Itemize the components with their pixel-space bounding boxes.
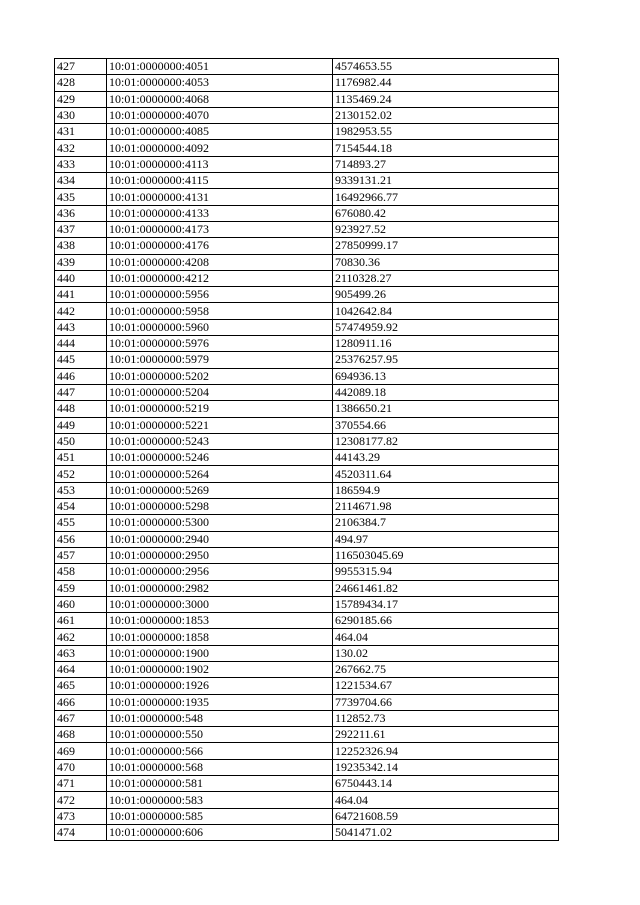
cadastral-number-cell: 10:01:0000000:1926 <box>107 678 333 694</box>
value-cell: 2110328.27 <box>333 270 559 286</box>
value-cell: 12308177.82 <box>333 433 559 449</box>
table-row <box>55 661 559 677</box>
row-number-cell: 444 <box>55 336 107 352</box>
value-cell: 130.02 <box>333 645 559 661</box>
table-row <box>55 629 559 645</box>
table-row <box>55 75 559 91</box>
cadastral-number-cell: 10:01:0000000:5976 <box>107 336 333 352</box>
cadastral-number-cell: 10:01:0000000:548 <box>107 710 333 726</box>
cadastral-number-cell: 10:01:0000000:5219 <box>107 401 333 417</box>
cadastral-number-cell: 10:01:0000000:4133 <box>107 205 333 221</box>
row-number-cell: 428 <box>55 75 107 91</box>
table-row <box>55 531 559 547</box>
cadastral-number-cell: 10:01:0000000:5204 <box>107 384 333 400</box>
row-number-cell: 450 <box>55 433 107 449</box>
value-cell: 19235342.14 <box>333 759 559 775</box>
cadastral-number-cell: 10:01:0000000:2956 <box>107 564 333 580</box>
cadastral-number-cell: 10:01:0000000:4115 <box>107 173 333 189</box>
row-number-cell: 440 <box>55 270 107 286</box>
cadastral-number-cell: 10:01:0000000:4113 <box>107 156 333 172</box>
cadastral-number-cell: 10:01:0000000:5958 <box>107 303 333 319</box>
row-number-cell: 451 <box>55 450 107 466</box>
table-row <box>55 59 559 75</box>
cadastral-number-cell: 10:01:0000000:1853 <box>107 613 333 629</box>
value-cell: 267662.75 <box>333 661 559 677</box>
cadastral-number-cell: 10:01:0000000:5979 <box>107 352 333 368</box>
row-number-cell: 441 <box>55 287 107 303</box>
row-number-cell: 460 <box>55 596 107 612</box>
cadastral-number-cell: 10:01:0000000:5269 <box>107 482 333 498</box>
value-cell: 464.04 <box>333 629 559 645</box>
table-row <box>55 336 559 352</box>
cadastral-number-cell: 10:01:0000000:566 <box>107 743 333 759</box>
value-cell: 905499.26 <box>333 287 559 303</box>
table-row <box>55 466 559 482</box>
cadastral-number-cell: 10:01:0000000:5300 <box>107 515 333 531</box>
cadastral-number-cell: 10:01:0000000:583 <box>107 792 333 808</box>
row-number-cell: 461 <box>55 613 107 629</box>
cadastral-number-cell: 10:01:0000000:4092 <box>107 140 333 156</box>
row-number-cell: 469 <box>55 743 107 759</box>
row-number-cell: 448 <box>55 401 107 417</box>
row-number-cell: 446 <box>55 368 107 384</box>
row-number-cell: 466 <box>55 694 107 710</box>
row-number-cell: 456 <box>55 531 107 547</box>
row-number-cell: 473 <box>55 808 107 824</box>
value-cell: 4520311.64 <box>333 466 559 482</box>
value-cell: 1176982.44 <box>333 75 559 91</box>
value-cell: 1135469.24 <box>333 91 559 107</box>
table-row <box>55 759 559 775</box>
value-cell: 2106384.7 <box>333 515 559 531</box>
row-number-cell: 449 <box>55 417 107 433</box>
table-row <box>55 645 559 661</box>
table-row <box>55 352 559 368</box>
row-number-cell: 447 <box>55 384 107 400</box>
table-row <box>55 384 559 400</box>
table-row <box>55 173 559 189</box>
cadastral-number-cell: 10:01:0000000:581 <box>107 776 333 792</box>
row-number-cell: 439 <box>55 254 107 270</box>
value-cell: 923927.52 <box>333 221 559 237</box>
row-number-cell: 432 <box>55 140 107 156</box>
cadastral-number-cell: 10:01:0000000:2982 <box>107 580 333 596</box>
cadastral-number-cell: 10:01:0000000:5298 <box>107 499 333 515</box>
cadastral-number-cell: 10:01:0000000:3000 <box>107 596 333 612</box>
cadastral-number-cell: 10:01:0000000:606 <box>107 824 333 840</box>
cadastral-number-cell: 10:01:0000000:568 <box>107 759 333 775</box>
cadastral-number-cell: 10:01:0000000:4131 <box>107 189 333 205</box>
cadastral-number-cell: 10:01:0000000:4051 <box>107 59 333 75</box>
value-cell: 16492966.77 <box>333 189 559 205</box>
value-cell: 116503045.69 <box>333 547 559 563</box>
value-cell: 1982953.55 <box>333 124 559 140</box>
cadastral-number-cell: 10:01:0000000:4208 <box>107 254 333 270</box>
row-number-cell: 468 <box>55 727 107 743</box>
table-row <box>55 499 559 515</box>
value-cell: 6290185.66 <box>333 613 559 629</box>
row-number-cell: 463 <box>55 645 107 661</box>
table-row <box>55 189 559 205</box>
row-number-cell: 442 <box>55 303 107 319</box>
table-row <box>55 678 559 694</box>
value-cell: 25376257.95 <box>333 352 559 368</box>
cadastral-number-cell: 10:01:0000000:1935 <box>107 694 333 710</box>
value-cell: 64721608.59 <box>333 808 559 824</box>
value-cell: 7154544.18 <box>333 140 559 156</box>
table-row <box>55 694 559 710</box>
table-row <box>55 808 559 824</box>
row-number-cell: 454 <box>55 499 107 515</box>
cadastral-number-cell: 10:01:0000000:5221 <box>107 417 333 433</box>
table-row <box>55 205 559 221</box>
table-row <box>55 613 559 629</box>
row-number-cell: 462 <box>55 629 107 645</box>
cadastral-number-cell: 10:01:0000000:5243 <box>107 433 333 449</box>
table-row <box>55 140 559 156</box>
value-cell: 2130152.02 <box>333 107 559 123</box>
row-number-cell: 459 <box>55 580 107 596</box>
table-row <box>55 287 559 303</box>
value-cell: 4574653.55 <box>333 59 559 75</box>
table-row <box>55 482 559 498</box>
table-row <box>55 156 559 172</box>
row-number-cell: 445 <box>55 352 107 368</box>
value-cell: 1042642.84 <box>333 303 559 319</box>
value-cell: 15789434.17 <box>333 596 559 612</box>
row-number-cell: 465 <box>55 678 107 694</box>
row-number-cell: 437 <box>55 221 107 237</box>
row-number-cell: 438 <box>55 238 107 254</box>
row-number-cell: 436 <box>55 205 107 221</box>
table-row <box>55 824 559 840</box>
row-number-cell: 453 <box>55 482 107 498</box>
table-row <box>55 270 559 286</box>
value-cell: 694936.13 <box>333 368 559 384</box>
value-cell: 494.97 <box>333 531 559 547</box>
value-cell: 9339131.21 <box>333 173 559 189</box>
row-number-cell: 472 <box>55 792 107 808</box>
row-number-cell: 457 <box>55 547 107 563</box>
value-cell: 24661461.82 <box>333 580 559 596</box>
value-cell: 1221534.67 <box>333 678 559 694</box>
table-row <box>55 710 559 726</box>
row-number-cell: 452 <box>55 466 107 482</box>
table-row <box>55 580 559 596</box>
table-row <box>55 107 559 123</box>
value-cell: 27850999.17 <box>333 238 559 254</box>
cadastral-number-cell: 10:01:0000000:2940 <box>107 531 333 547</box>
value-cell: 6750443.14 <box>333 776 559 792</box>
value-cell: 112852.73 <box>333 710 559 726</box>
value-cell: 2114671.98 <box>333 499 559 515</box>
table-row <box>55 433 559 449</box>
cadastral-number-cell: 10:01:0000000:4173 <box>107 221 333 237</box>
table-row <box>55 515 559 531</box>
row-number-cell: 430 <box>55 107 107 123</box>
value-cell: 186594.9 <box>333 482 559 498</box>
row-number-cell: 429 <box>55 91 107 107</box>
table-row <box>55 547 559 563</box>
table-row <box>55 743 559 759</box>
value-cell: 676080.42 <box>333 205 559 221</box>
cadastral-number-cell: 10:01:0000000:1902 <box>107 661 333 677</box>
cadastral-number-cell: 10:01:0000000:1900 <box>107 645 333 661</box>
value-cell: 57474959.92 <box>333 319 559 335</box>
cadastral-number-cell: 10:01:0000000:4176 <box>107 238 333 254</box>
row-number-cell: 431 <box>55 124 107 140</box>
cadastral-number-cell: 10:01:0000000:5956 <box>107 287 333 303</box>
value-cell: 1386650.21 <box>333 401 559 417</box>
cadastral-number-cell: 10:01:0000000:4068 <box>107 91 333 107</box>
table-row <box>55 319 559 335</box>
value-cell: 714893.27 <box>333 156 559 172</box>
table-row <box>55 792 559 808</box>
row-number-cell: 443 <box>55 319 107 335</box>
value-cell: 7739704.66 <box>333 694 559 710</box>
table-row <box>55 221 559 237</box>
value-cell: 442089.18 <box>333 384 559 400</box>
table-row <box>55 303 559 319</box>
cadastral-number-cell: 10:01:0000000:5264 <box>107 466 333 482</box>
value-cell: 70830.36 <box>333 254 559 270</box>
cadastral-number-cell: 10:01:0000000:1858 <box>107 629 333 645</box>
table-row <box>55 564 559 580</box>
row-number-cell: 455 <box>55 515 107 531</box>
table-row <box>55 124 559 140</box>
row-number-cell: 433 <box>55 156 107 172</box>
table-row <box>55 254 559 270</box>
value-cell: 12252326.94 <box>333 743 559 759</box>
table-row <box>55 776 559 792</box>
value-cell: 9955315.94 <box>333 564 559 580</box>
cadastral-number-cell: 10:01:0000000:5202 <box>107 368 333 384</box>
value-cell: 464.04 <box>333 792 559 808</box>
cadastral-number-cell: 10:01:0000000:585 <box>107 808 333 824</box>
table-row <box>55 401 559 417</box>
cadastral-number-cell: 10:01:0000000:4085 <box>107 124 333 140</box>
value-cell: 5041471.02 <box>333 824 559 840</box>
row-number-cell: 458 <box>55 564 107 580</box>
row-number-cell: 470 <box>55 759 107 775</box>
row-number-cell: 471 <box>55 776 107 792</box>
cadastral-number-cell: 10:01:0000000:4070 <box>107 107 333 123</box>
row-number-cell: 434 <box>55 173 107 189</box>
data-table <box>54 58 559 841</box>
value-cell: 1280911.16 <box>333 336 559 352</box>
table-row <box>55 91 559 107</box>
row-number-cell: 435 <box>55 189 107 205</box>
cadastral-number-cell: 10:01:0000000:5960 <box>107 319 333 335</box>
row-number-cell: 427 <box>55 59 107 75</box>
cadastral-number-cell: 10:01:0000000:4212 <box>107 270 333 286</box>
table-row <box>55 368 559 384</box>
table-row <box>55 596 559 612</box>
cadastral-number-cell: 10:01:0000000:550 <box>107 727 333 743</box>
row-number-cell: 474 <box>55 824 107 840</box>
cadastral-number-cell: 10:01:0000000:4053 <box>107 75 333 91</box>
cadastral-number-cell: 10:01:0000000:2950 <box>107 547 333 563</box>
table-row <box>55 417 559 433</box>
table-row <box>55 238 559 254</box>
row-number-cell: 464 <box>55 661 107 677</box>
table-body <box>55 59 559 841</box>
row-number-cell: 467 <box>55 710 107 726</box>
table-row <box>55 450 559 466</box>
value-cell: 44143.29 <box>333 450 559 466</box>
value-cell: 370554.66 <box>333 417 559 433</box>
value-cell: 292211.61 <box>333 727 559 743</box>
cadastral-number-cell: 10:01:0000000:5246 <box>107 450 333 466</box>
table-row <box>55 727 559 743</box>
